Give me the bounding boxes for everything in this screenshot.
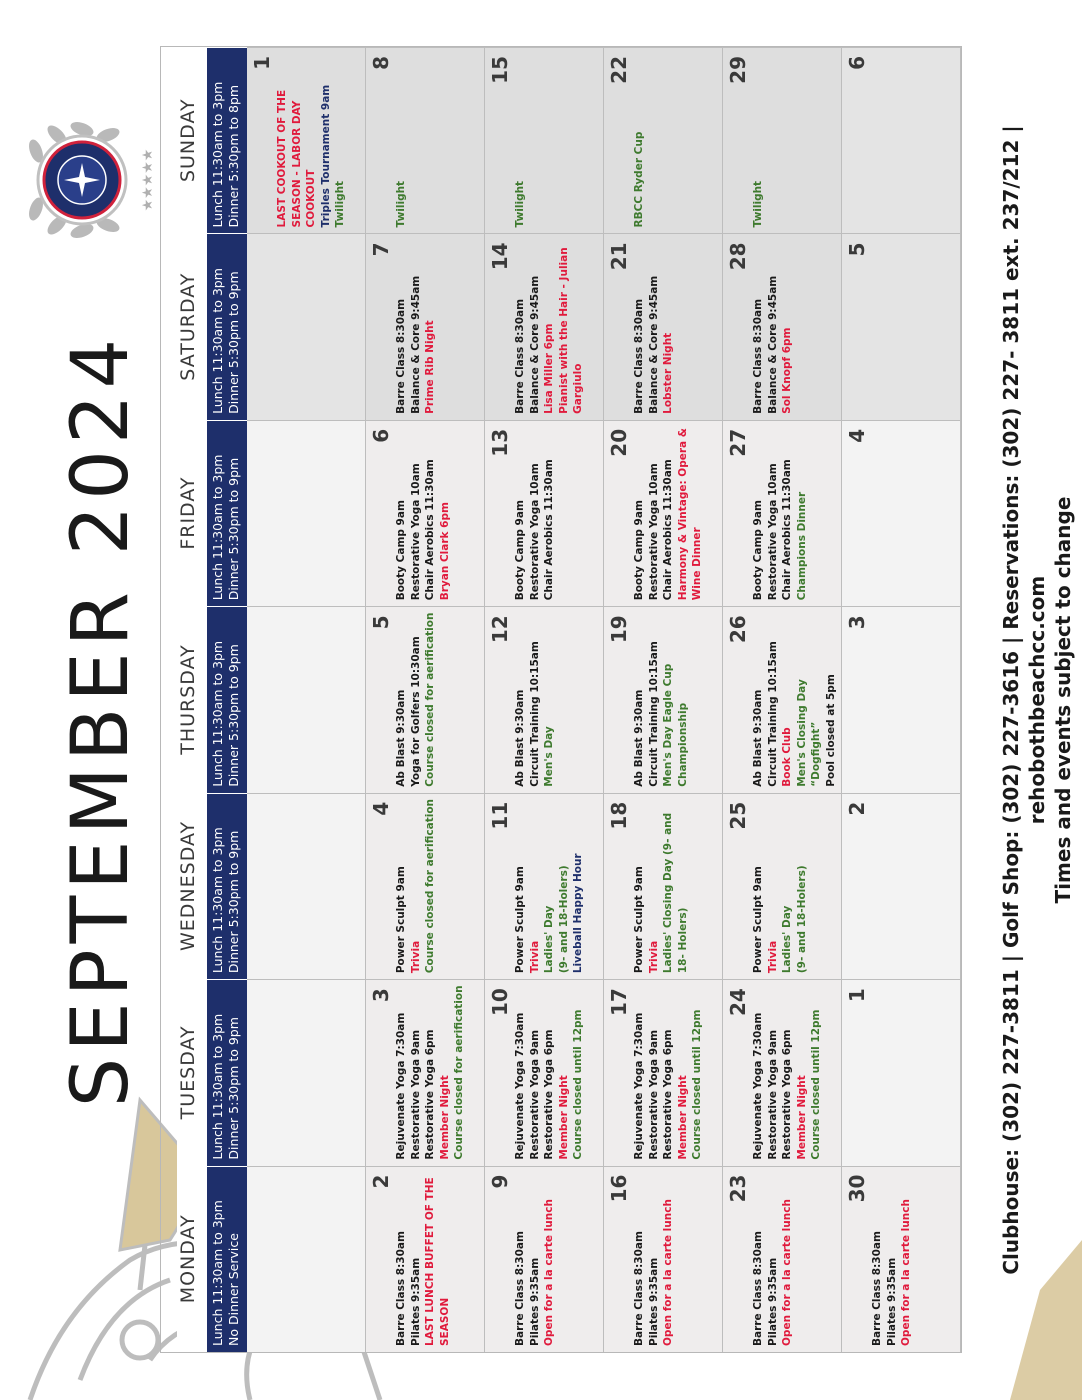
hours-line: Dinner 5:30pm to 8pm <box>226 84 241 228</box>
event-item: Ab Blast 9:30am <box>395 689 407 787</box>
day-cell <box>247 233 366 419</box>
event-list <box>632 239 676 413</box>
event-item: Pilates 9:35am <box>409 1257 422 1346</box>
event-item: Circuit Training 10:15am <box>766 641 779 787</box>
day-cell <box>366 979 485 1165</box>
event-item: Course closed until 12pm <box>572 1009 584 1160</box>
event-list <box>394 985 467 1159</box>
day-cell <box>485 1166 604 1352</box>
event-list <box>513 53 528 227</box>
day-number: 26 <box>726 615 750 644</box>
event-item: Balance & Core 9:45am <box>528 275 541 414</box>
event-list <box>513 985 586 1159</box>
day-number: 8 <box>369 56 393 70</box>
day-cell <box>247 47 366 233</box>
event-list <box>870 1172 914 1346</box>
event-list <box>632 612 690 786</box>
event-item: Booty Camp 9am <box>752 500 764 601</box>
day-cell <box>842 1166 961 1352</box>
disclaimer-note: Times and events subject to change <box>1051 496 1075 904</box>
event-item: Member Night <box>438 1075 451 1160</box>
event-item: Barre Class 8:30am <box>871 1231 883 1346</box>
day-cell <box>842 606 961 792</box>
hours-line: Lunch 11:30am to 3pm <box>210 454 225 601</box>
day-cell <box>485 47 604 233</box>
event-item: (9- and 18-Holers) <box>557 865 570 974</box>
event-item: Bryan Clark 6pm <box>438 502 451 601</box>
day-number: 3 <box>845 615 869 630</box>
hours-line: Dinner 5:30pm to 9pm <box>226 830 241 974</box>
day-cell <box>723 1166 842 1352</box>
day-number: 6 <box>845 56 869 70</box>
event-item: Chair Aerobics 11:30am <box>543 459 555 601</box>
event-item: Restorative Yoga 9am <box>409 1029 422 1160</box>
event-item: Course closed until 12pm <box>810 1009 822 1160</box>
day-number: 5 <box>369 615 393 630</box>
event-list <box>751 53 766 227</box>
event-item: Balance & Core 9:45am <box>647 275 660 414</box>
event-item: Power Sculpt 9am <box>633 866 645 974</box>
event-item: Restorative Yoga 6pm <box>662 1029 674 1160</box>
event-item: Twilight <box>514 180 526 228</box>
hours-bar-wednesday <box>207 793 247 979</box>
event-item: Open for a la carte lunch <box>662 1199 674 1346</box>
day-cell <box>485 420 604 606</box>
calendar-grid <box>160 46 962 1353</box>
day-number: 6 <box>369 428 393 443</box>
hours-line: Dinner 5:30pm to 9pm <box>226 271 241 414</box>
event-list <box>513 799 586 973</box>
day-number: 21 <box>607 242 631 271</box>
event-item: Restorative Yoga 6pm <box>543 1029 555 1160</box>
event-item: Pilates 9:35am <box>647 1257 660 1346</box>
svg-text:★★★★★: ★★★★★ <box>140 148 156 212</box>
event-item: Restorative Yoga 10am <box>409 463 422 601</box>
event-list <box>751 1172 795 1346</box>
event-item: Ab Blast 9:30am <box>633 689 645 787</box>
day-cell <box>723 420 842 606</box>
day-cell <box>723 233 842 419</box>
day-cell <box>247 1166 366 1352</box>
day-number: 11 <box>488 801 512 830</box>
event-item: Ladies' Day <box>543 905 555 974</box>
event-list <box>394 799 438 973</box>
event-item: Pilates 9:35am <box>766 1257 779 1346</box>
day-number: 17 <box>607 988 631 1016</box>
day-cell <box>723 606 842 792</box>
day-number: 1 <box>845 988 869 1003</box>
event-item: Ladies' Day <box>781 905 793 974</box>
day-header-sunday: SUNDAY <box>177 47 207 233</box>
event-item: Pool closed at 5pm <box>824 674 837 787</box>
event-item: Circuit Training 10:15am <box>528 641 541 787</box>
event-item: Course closed for aerification <box>424 612 436 787</box>
event-item: Member Night <box>676 1075 689 1160</box>
day-number: 18 <box>607 801 631 830</box>
event-item: Lisa Miller 6pm <box>543 323 555 414</box>
hours-bar-sunday <box>207 47 247 233</box>
day-cell <box>604 979 723 1165</box>
day-number: 16 <box>607 1174 631 1203</box>
event-item: Barre Class 8:30am <box>395 298 407 414</box>
event-item: Member Night <box>795 1075 808 1160</box>
event-item: Barre Class 8:30am <box>752 1231 764 1346</box>
day-header-friday: FRIDAY <box>177 420 207 606</box>
day-number: 2 <box>845 801 869 816</box>
event-list <box>394 426 452 600</box>
event-item: Restorative Yoga 9am <box>647 1029 660 1160</box>
day-number: 19 <box>607 615 631 644</box>
event-list <box>275 53 348 227</box>
event-item: Yoga for Golfers 10:30am <box>409 636 422 787</box>
day-header-wednesday: WEDNESDAY <box>177 793 207 979</box>
day-cell <box>604 606 723 792</box>
event-list <box>632 799 690 973</box>
event-item: Barre Class 8:30am <box>514 298 526 414</box>
day-number: 28 <box>726 242 750 271</box>
contact-info: Clubhouse: (302) 227-3811 | Golf Shop: (302) 227-3616 | Reservations: (302) 227- 3811 ext. 237/212 | rehobothbeachcc.com <box>999 125 1049 1275</box>
day-cell <box>842 420 961 606</box>
event-item: Open for a la carte lunch <box>781 1199 793 1346</box>
day-number: 24 <box>726 988 750 1016</box>
day-number: 2 <box>369 1174 393 1189</box>
event-item: Pilates 9:35am <box>528 1257 541 1346</box>
event-item: Member Night <box>557 1075 570 1160</box>
event-item: Prime Rib Night <box>424 320 436 414</box>
event-item: Twilight <box>752 180 764 228</box>
hours-line: Lunch 11:30am to 3pm <box>210 1013 225 1160</box>
day-cell <box>366 47 485 233</box>
club-seal-logo <box>12 115 162 245</box>
event-item: Harmony & Vintage: Opera & Wine Dinner <box>676 428 703 601</box>
event-item: Circuit Training 10:15am <box>647 641 660 787</box>
event-list <box>513 612 557 786</box>
event-item: Liveball Happy Hour <box>572 853 584 974</box>
hours-line: Lunch 11:30am to 3pm <box>210 1200 225 1346</box>
day-number: 10 <box>488 988 512 1016</box>
event-item: Ladies' Closing Day (9- and 18- Holers) <box>662 812 689 974</box>
event-item: Twilight <box>395 180 407 228</box>
event-item: Triples Tournament 9am <box>319 84 332 228</box>
event-item: Chair Aerobics 11:30am <box>424 459 436 601</box>
day-cell <box>247 979 366 1165</box>
day-header-saturday: SATURDAY <box>177 233 207 419</box>
day-cell <box>366 420 485 606</box>
event-list <box>751 612 838 786</box>
event-item: Power Sculpt 9am <box>514 866 526 974</box>
event-item: Restorative Yoga 6pm <box>781 1029 793 1160</box>
event-list <box>751 239 795 413</box>
month-title: SEPTEMBER 2024 <box>56 332 146 1108</box>
event-list <box>632 985 705 1159</box>
day-number: 25 <box>726 801 750 830</box>
day-cell <box>604 47 723 233</box>
day-cell <box>247 793 366 979</box>
day-cell <box>366 233 485 419</box>
event-item: RBCC Ryder Cup <box>633 131 645 228</box>
day-number: 20 <box>607 428 631 457</box>
event-item: Booty Camp 9am <box>395 500 407 601</box>
hours-bar-monday <box>207 1166 247 1352</box>
event-item: LAST LUNCH BUFFET OF THE SEASON <box>424 1177 451 1346</box>
event-item: Champions Dinner <box>795 491 808 601</box>
event-item: Restorative Yoga 10am <box>647 463 660 601</box>
event-item: Trivia <box>647 940 660 974</box>
day-number: 29 <box>726 56 750 84</box>
event-item: Lobster Night <box>662 332 674 414</box>
day-cell <box>604 420 723 606</box>
event-list <box>394 612 438 786</box>
event-item: Rejuvenate Yoga 7:30am <box>395 1012 407 1160</box>
event-item: Booty Camp 9am <box>633 500 645 601</box>
event-item: LAST COOKOUT OF THE SEASON - LABOR DAY COOKOUT <box>276 89 317 228</box>
event-list <box>751 799 809 973</box>
event-item: Trivia <box>528 940 541 974</box>
event-item: Sol Knopf 6pm <box>781 327 793 414</box>
hours-line: Dinner 5:30pm to 9pm <box>226 1017 241 1160</box>
day-cell <box>366 793 485 979</box>
event-list <box>394 53 409 227</box>
event-item: Trivia <box>766 940 779 974</box>
day-cell <box>604 233 723 419</box>
day-cell <box>842 233 961 419</box>
event-item: Course closed until 12pm <box>691 1009 703 1160</box>
day-cell <box>485 233 604 419</box>
day-number: 5 <box>845 242 869 257</box>
day-cell <box>366 1166 485 1352</box>
event-item: Book Club <box>781 727 793 787</box>
day-number: 27 <box>726 428 750 457</box>
event-item: Pianist with the Hair - Julian Gargiulo <box>557 247 584 414</box>
day-number: 14 <box>488 242 512 271</box>
event-item: (9- and 18-Holers) <box>795 865 808 974</box>
hours-bar-tuesday <box>207 979 247 1165</box>
day-header-monday: MONDAY <box>177 1166 207 1352</box>
day-number: 22 <box>607 56 631 84</box>
hours-bar-thursday <box>207 606 247 792</box>
hours-line: Dinner 5:30pm to 9pm <box>226 644 241 787</box>
day-cell <box>485 979 604 1165</box>
event-item: Barre Class 8:30am <box>514 1231 526 1346</box>
day-cell <box>723 979 842 1165</box>
event-list <box>632 1172 676 1346</box>
event-list <box>632 426 705 600</box>
day-number: 4 <box>369 801 393 816</box>
event-item: Men's Day Eagle Cup Championship <box>662 663 689 787</box>
event-item: Booty Camp 9am <box>514 500 526 601</box>
hours-bar-saturday <box>207 233 247 419</box>
day-number: 30 <box>845 1174 869 1203</box>
event-list <box>751 426 809 600</box>
event-item: Course closed for aerification <box>424 798 436 974</box>
event-item: Ab Blast 9:30am <box>752 689 764 787</box>
event-item: Course closed for aerification <box>453 985 465 1160</box>
hours-line: Lunch 11:30am to 3pm <box>210 827 225 974</box>
day-number: 3 <box>369 988 393 1003</box>
event-list <box>513 426 557 600</box>
day-cell <box>723 47 842 233</box>
hours-line: Lunch 11:30am to 3pm <box>210 81 225 228</box>
day-cell <box>723 793 842 979</box>
event-item: Restorative Yoga 6pm <box>424 1029 436 1160</box>
event-item: Power Sculpt 9am <box>395 866 407 974</box>
day-number: 23 <box>726 1174 750 1203</box>
event-list <box>513 1172 557 1346</box>
event-list <box>394 1172 452 1346</box>
hours-bar-friday <box>207 420 247 606</box>
day-number: 15 <box>488 56 512 84</box>
event-list <box>394 239 438 413</box>
day-cell <box>842 979 961 1165</box>
day-cell <box>485 606 604 792</box>
day-number: 9 <box>488 1174 512 1189</box>
day-number: 1 <box>250 56 274 70</box>
day-cell <box>604 793 723 979</box>
event-item: Restorative Yoga 9am <box>528 1029 541 1160</box>
day-header-tuesday: TUESDAY <box>177 979 207 1165</box>
day-number: 12 <box>488 615 512 644</box>
event-item: Trivia <box>409 940 422 974</box>
event-item: Men's Closing Day “Dogfight” <box>795 679 822 787</box>
event-item: Balance & Core 9:45am <box>766 275 779 414</box>
event-item: Chair Aerobics 11:30am <box>781 459 793 601</box>
hours-line: Lunch 11:30am to 3pm <box>210 268 225 414</box>
event-item: Barre Class 8:30am <box>633 1231 645 1346</box>
event-item: Restorative Yoga 10am <box>766 463 779 601</box>
day-cell <box>247 420 366 606</box>
hours-line: No Dinner Service <box>226 1233 241 1346</box>
day-header-thursday: THURSDAY <box>177 606 207 792</box>
event-item: Rejuvenate Yoga 7:30am <box>633 1012 645 1160</box>
event-item: Rejuvenate Yoga 7:30am <box>752 1012 764 1160</box>
event-item: Twilight <box>334 180 346 228</box>
footer <box>998 0 1076 1400</box>
event-item: Men's Day <box>543 726 555 787</box>
event-item: Rejuvenate Yoga 7:30am <box>514 1012 526 1160</box>
event-list <box>632 53 647 227</box>
hours-line: Lunch 11:30am to 3pm <box>210 640 225 787</box>
event-item: Open for a la carte lunch <box>900 1199 912 1346</box>
event-item: Open for a la carte lunch <box>543 1199 555 1346</box>
day-number: 7 <box>369 242 393 257</box>
day-cell <box>842 793 961 979</box>
day-number: 4 <box>845 428 869 443</box>
day-cell <box>604 1166 723 1352</box>
day-number: 13 <box>488 428 512 457</box>
event-item: Pilates 9:35am <box>885 1257 898 1346</box>
event-list <box>513 239 586 413</box>
day-cell <box>842 47 961 233</box>
hours-line: Dinner 5:30pm to 9pm <box>226 457 241 601</box>
event-item: Barre Class 8:30am <box>752 298 764 414</box>
event-item: Barre Class 8:30am <box>633 298 645 414</box>
event-item: Restorative Yoga 10am <box>528 463 541 601</box>
event-item: Chair Aerobics 11:30am <box>662 459 674 601</box>
day-cell <box>366 606 485 792</box>
event-item: Ab Blast 9:30am <box>514 689 526 787</box>
event-item: Restorative Yoga 9am <box>766 1029 779 1160</box>
event-list <box>751 985 824 1159</box>
event-item: Power Sculpt 9am <box>752 866 764 974</box>
day-cell <box>485 793 604 979</box>
event-item: Balance & Core 9:45am <box>409 275 422 414</box>
day-cell <box>247 606 366 792</box>
event-item: Barre Class 8:30am <box>395 1231 407 1346</box>
